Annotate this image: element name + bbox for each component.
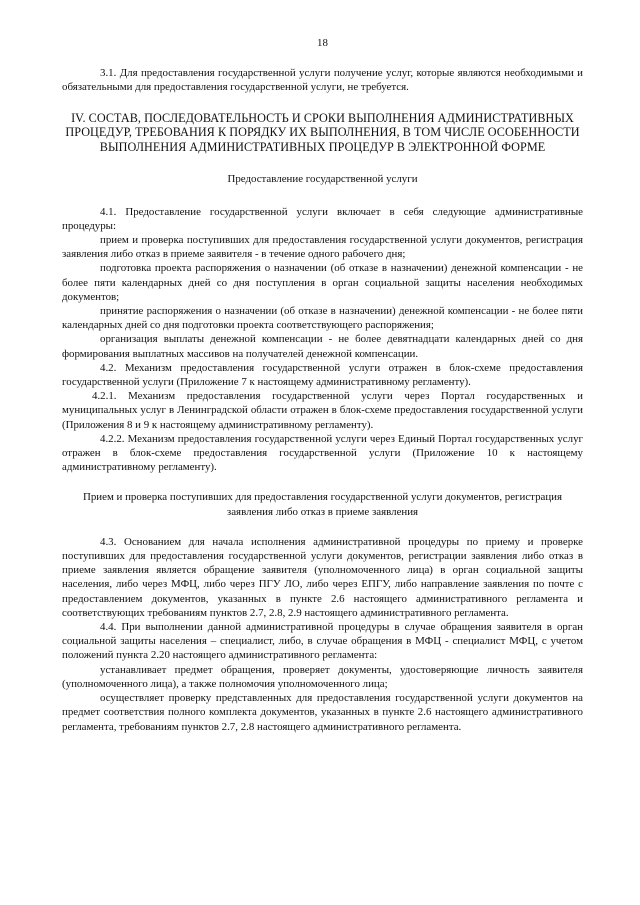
list-item: принятие распоряжения о назначении (об отказе в назначении) денежной компенсации - не более пяти календарных дней со дня подготовки проекта соответствующего распоряжения; <box>62 305 583 332</box>
list-item: прием и проверка поступивших для предоставления государственной услуги документов, регистрация заявления либо отказ в приеме заявителя - в течение одного рабочего дня; <box>62 234 583 261</box>
paragraph-4-2-1: 4.2.1. Механизм предоставления государственной услуги через Портал государственных и муниципальных услуг в Ленинградской области отражен в блок-схеме предоставления государственной услуги (Приложения 8 и 9 к настоящему административному регламенту). <box>62 390 583 431</box>
subheading-reception: Прием и проверка поступивших для предоставления государственной услуги документов, регистрация заявления либо отказ в приеме заявления <box>82 491 563 518</box>
list-item: подготовка проекта распоряжения о назначении (об отказе в назначении) денежной компенсации - не более пяти календарных дней со дня поступления в орган социальной защиты населения необходимых документов; <box>62 262 583 303</box>
document-page <box>62 36 583 734</box>
paragraph-3-1: 3.1. Для предоставления государственной услуги получение услуг, которые являются необходимыми и обязательными для предоставления государственной услуги, не требуется. <box>62 67 583 94</box>
paragraph-4-2-2: 4.2.2. Механизм предоставления государственной услуги через Единый Портал государственных услуг отражен в блок-схеме предоставления государственной услуги (Приложение 10 к настоящему административному регламенту). <box>62 432 583 474</box>
paragraph-4-2: 4.2. Механизм предоставления государственной услуги отражен в блок-схеме предоставления государственной услуги (Приложение 7 к настоящему административному регламенту). <box>62 361 583 389</box>
paragraph-4-4: 4.4. При выполнении данной административной процедуры в случае обращения заявителя в орган социальной защиты населения – специалист, либо, в случае обращения в МФЦ - специалист МФЦ, с учетом положений пункта 2.20 настоящего административного регламента: <box>62 621 583 662</box>
page-number: 18 <box>317 37 328 49</box>
paragraph-4-1: 4.1. Предоставление государственной услуги включает в себя следующие административные процедуры: <box>62 205 583 232</box>
section-title: IV. СОСТАВ, ПОСЛЕДОВАТЕЛЬНОСТЬ И СРОКИ ВЫПОЛНЕНИЯ АДМИНИСТРАТИВНЫХ ПРОЦЕДУР, ТРЕБОВАНИЯ К ПОРЯДКУ ИХ ВЫПОЛНЕНИЯ, В ТОМ ЧИСЛЕ ОСОБЕННОСТИ ВЫПОЛНЕНИЯ АДМИНИСТРАТИВНЫХ ПРОЦЕДУР В ЭЛЕКТРОННОЙ ФОРМЕ <box>65 110 580 154</box>
list-item: организация выплаты денежной компенсации - не более девятнадцати календарных дней со дня формирования выплатных массивов на получателей денежной компенсации. <box>62 333 583 360</box>
list-item: осуществляет проверку представленных для предоставления государственной услуги документов на предмет соответствия полного комплекта документов, указанных в пункте 2.6 настоящего административного регламента, требованиям пунктов 2.7, 2.8 настоящего административного регламента. <box>62 692 583 733</box>
paragraph-4-3: 4.3. Основанием для начала исполнения административной процедуры по приему и проверке поступивших для предоставления государственной услуги документов, регистрации заявления либо отказ в приеме заявления является обращение заявителя (уполномоченного лица) в орган социальной защиты населения, либо через МФЦ, либо через ПГУ ЛО, либо через ЕПГУ, либо направление заявления по почте с предоставлением документов, указанных в пункте 2.6 настоящего административного регламента и соответствующих требованиям пунктов 2.7, 2.8, 2.9 настоящего административного регламента. <box>62 535 583 619</box>
list-item: устанавливает предмет обращения, проверяет документы, удостоверяющие личность заявителя (уполномоченного лица), а также полномочия уполномоченного лица; <box>62 663 583 690</box>
subheading-provision: Предоставление государственной услуги <box>227 173 418 186</box>
